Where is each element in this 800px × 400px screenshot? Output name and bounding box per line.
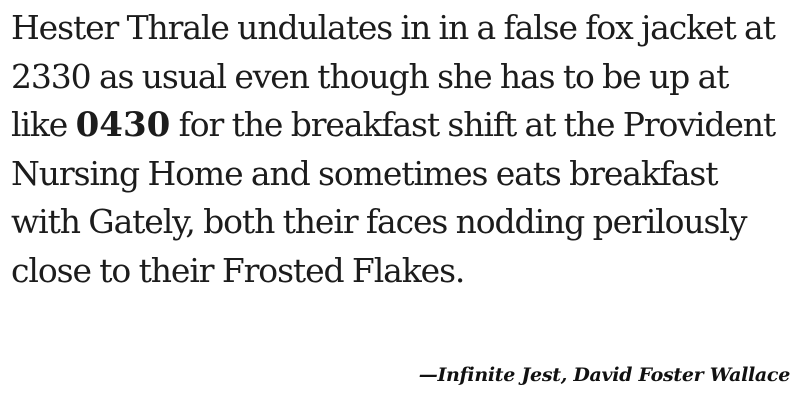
quote-text-part-2: for the breakfast shift at the Provident Nursing Home and sometimes eats breakfast with Gately, both their faces nodding perilously close to their Frosted Flakes. [11, 105, 776, 290]
quote-text-part-1: Hester Thrale undulates in in a false fox jacket at 2330 as usual even though she has to be up at like [11, 8, 775, 144]
quote-attribution: —Infinite Jest, David Foster Wallace [418, 364, 790, 386]
quote-emphasis-time: 0430 [75, 105, 171, 145]
quote-text [11, 4, 791, 295]
